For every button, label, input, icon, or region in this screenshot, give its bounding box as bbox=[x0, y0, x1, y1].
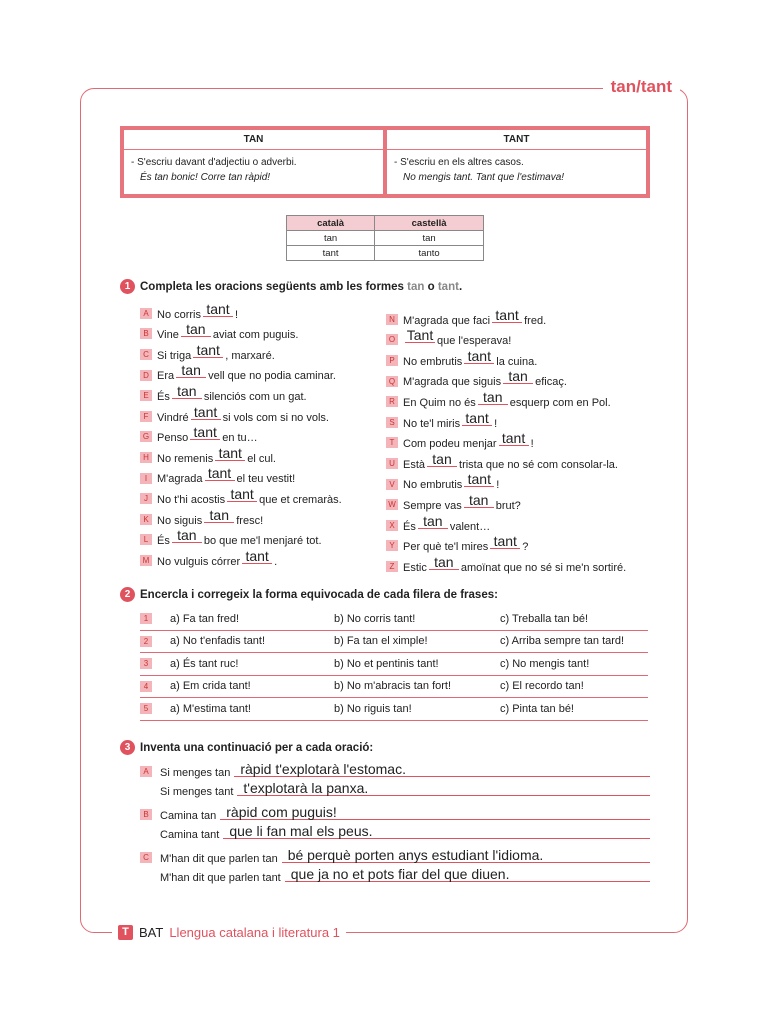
sentence-prefix: Si menges tant bbox=[160, 786, 234, 798]
sentence-row bbox=[140, 676, 648, 699]
section1-left-column bbox=[140, 300, 342, 568]
sentence-row bbox=[140, 698, 648, 721]
answer-blank: tant bbox=[191, 406, 221, 420]
sentence-prefix: M'han dit que parlen tan bbox=[160, 853, 278, 865]
item-letter: I bbox=[140, 473, 152, 484]
item-text-before: Era bbox=[157, 370, 175, 383]
item-text-after: esquerp com en Pol. bbox=[509, 396, 611, 409]
answer-blank: tant bbox=[464, 350, 494, 364]
continuation-line bbox=[140, 803, 650, 822]
exercise-item bbox=[140, 321, 342, 342]
item-letter: T bbox=[386, 437, 398, 448]
exercise-item bbox=[140, 382, 342, 403]
sentence-c: c) El recordo tan! bbox=[500, 680, 584, 693]
answer-blank: tant bbox=[492, 309, 522, 323]
item-text-after: el cul. bbox=[247, 452, 276, 465]
exercise-item bbox=[140, 547, 342, 568]
continuation-group bbox=[140, 846, 650, 884]
exercise-item bbox=[140, 465, 342, 486]
rule-tan-heading: TAN bbox=[124, 130, 383, 150]
sentence-a: a) No t'enfadis tant! bbox=[170, 635, 266, 648]
rules-box bbox=[120, 126, 650, 198]
footer-series: BAT bbox=[139, 925, 164, 940]
item-letter: Q bbox=[386, 376, 398, 387]
item-text-before: Vine bbox=[157, 329, 179, 342]
answer-blank: tan bbox=[478, 391, 508, 405]
item-text-before: No vulguis córrer bbox=[157, 555, 241, 568]
item-text-after: trista que no sé com consolar-la. bbox=[459, 458, 618, 471]
exercise-item bbox=[140, 444, 342, 465]
continuation-line bbox=[140, 779, 650, 798]
row-number: 2 bbox=[140, 636, 152, 647]
item-letter: G bbox=[140, 431, 152, 442]
answer-blank: tan bbox=[427, 453, 457, 467]
item-text-before: No remenis bbox=[157, 452, 214, 465]
item-text-after: . bbox=[274, 555, 278, 568]
item-text-before: No siguis bbox=[157, 514, 203, 527]
item-text-after: ! bbox=[494, 417, 498, 430]
footer-book-title: Llengua catalana i literatura 1 bbox=[169, 925, 340, 940]
sentence-prefix: Camina tan bbox=[160, 810, 217, 822]
item-letter: J bbox=[140, 493, 152, 504]
section1-connector: o bbox=[427, 280, 435, 293]
item-text-after: ! bbox=[496, 479, 500, 492]
item-letter: A bbox=[140, 308, 152, 319]
table-cell: tan bbox=[287, 231, 375, 246]
item-letter: B bbox=[140, 809, 152, 820]
item-text-after: eficaç. bbox=[535, 376, 567, 389]
item-letter: P bbox=[386, 355, 398, 366]
section1-instruction: Completa les oracions següents amb les formes bbox=[140, 280, 404, 293]
translation-table bbox=[286, 215, 484, 261]
item-text-before: No embrutis bbox=[403, 479, 463, 492]
sentence-b: b) No corris tant! bbox=[334, 612, 416, 625]
item-text-before: Si triga bbox=[157, 349, 192, 362]
sentence-b: b) No m'abracis tan fort! bbox=[334, 680, 452, 693]
item-text-after: en tu… bbox=[222, 432, 258, 445]
item-letter: F bbox=[140, 411, 152, 422]
written-answer: que li fan mal els peus. bbox=[223, 824, 650, 839]
answer-blank: tant bbox=[462, 412, 492, 426]
section3-list bbox=[140, 760, 650, 889]
continuation-line bbox=[140, 822, 650, 841]
answer-blank: tant bbox=[193, 344, 223, 358]
answer-blank: tant bbox=[490, 535, 520, 549]
exercise-item bbox=[386, 327, 626, 348]
exercise-item bbox=[386, 306, 626, 327]
table-cell: tanto bbox=[375, 246, 484, 261]
sentence-b: b) Fa tan el ximple! bbox=[334, 635, 428, 648]
item-text-before: Penso bbox=[157, 432, 189, 445]
section-number-badge: 1 bbox=[120, 279, 135, 294]
sentence-row bbox=[140, 608, 648, 631]
sentence-row bbox=[140, 631, 648, 654]
rule-tant bbox=[387, 130, 646, 194]
exercise-item bbox=[386, 450, 626, 471]
item-text-before: Està bbox=[403, 458, 426, 471]
sentence-b: b) No et pentinis tant! bbox=[334, 657, 439, 670]
item-letter: K bbox=[140, 514, 152, 525]
item-letter: M bbox=[140, 555, 152, 566]
section-number-badge: 2 bbox=[120, 587, 135, 602]
sentence-c: c) No mengis tant! bbox=[500, 657, 590, 670]
written-answer: que ja no et pots fiar del que diuen. bbox=[285, 867, 650, 882]
answer-blank: tant bbox=[190, 426, 220, 440]
item-text-before: És bbox=[157, 535, 170, 548]
exercise-item bbox=[386, 553, 626, 574]
item-text-before: No corris bbox=[157, 308, 202, 321]
exercise-item bbox=[386, 533, 626, 554]
continuation-line bbox=[140, 760, 650, 779]
item-text-after: el teu vestit! bbox=[236, 473, 296, 486]
rule-tant-example: No mengis tant. Tant que l'estimava! bbox=[403, 172, 565, 183]
item-letter: C bbox=[140, 349, 152, 360]
continuation-line bbox=[140, 865, 650, 884]
item-letter: X bbox=[386, 520, 398, 531]
item-letter: Y bbox=[386, 540, 398, 551]
item-text-before: M'agrada bbox=[157, 473, 203, 486]
section3-instruction: Inventa una continuació per a cada oració: bbox=[140, 741, 374, 754]
item-letter: L bbox=[140, 534, 152, 545]
item-text-after: silenciós com un gat. bbox=[203, 390, 307, 403]
item-text-before: No embrutis bbox=[403, 355, 463, 368]
answer-blank: tan bbox=[204, 509, 234, 523]
exercise-item bbox=[386, 347, 626, 368]
item-letter: N bbox=[386, 314, 398, 325]
section-number-badge: 3 bbox=[120, 740, 135, 755]
sentence-c: c) Arriba sempre tan tard! bbox=[500, 635, 625, 648]
sentence-b: b) No riguis tan! bbox=[334, 702, 412, 715]
item-text-before: Sempre vas bbox=[403, 499, 462, 512]
exercise-item bbox=[140, 485, 342, 506]
item-letter: C bbox=[140, 852, 152, 863]
sentence-a: a) Em crida tant! bbox=[170, 680, 251, 693]
rule-tant-text: - S'escriu en els altres casos. bbox=[394, 157, 524, 168]
item-text-after: si vols com si no vols. bbox=[222, 411, 329, 424]
item-text-before: És bbox=[403, 520, 416, 533]
written-answer: t'explotarà la panxa. bbox=[237, 781, 650, 796]
publisher-logo: T bbox=[118, 925, 133, 940]
section3-heading bbox=[120, 740, 373, 755]
sentence-prefix: Camina tant bbox=[160, 829, 220, 841]
item-text-after: fresc! bbox=[236, 514, 264, 527]
item-letter: U bbox=[386, 458, 398, 469]
answer-blank: tan bbox=[181, 323, 211, 337]
rule-tan bbox=[124, 130, 383, 194]
row-number: 5 bbox=[140, 703, 152, 714]
exercise-item bbox=[140, 403, 342, 424]
sentence-a: a) És tant ruc! bbox=[170, 657, 239, 670]
answer-blank: tan bbox=[418, 515, 448, 529]
sentence-prefix: M'han dit que parlen tant bbox=[160, 872, 281, 884]
exercise-item bbox=[386, 368, 626, 389]
item-text-before: No t'hi acostis bbox=[157, 493, 226, 506]
answer-blank: tant bbox=[215, 447, 245, 461]
exercise-item bbox=[140, 424, 342, 445]
rule-tan-example: És tan bonic! Corre tan ràpid! bbox=[140, 172, 271, 183]
row-number: 3 bbox=[140, 658, 152, 669]
section1-heading bbox=[120, 279, 462, 294]
item-text-before: És bbox=[157, 390, 170, 403]
section1-period: . bbox=[458, 280, 463, 293]
table-header: català bbox=[287, 216, 375, 231]
item-text-before: Estic bbox=[403, 561, 427, 574]
exercise-item bbox=[386, 491, 626, 512]
exercise-item bbox=[140, 341, 342, 362]
continuation-group bbox=[140, 760, 650, 798]
item-letter: V bbox=[386, 479, 398, 490]
item-text-before: M'agrada que faci bbox=[403, 314, 491, 327]
item-text-before: En Quim no és bbox=[403, 396, 476, 409]
item-letter: R bbox=[386, 396, 398, 407]
section2-instruction: Encercla i corregeix la forma equivocada de cada filera de frases: bbox=[140, 588, 498, 601]
item-text-after: valent… bbox=[449, 520, 491, 533]
item-text-after: ! bbox=[235, 308, 239, 321]
answer-blank: tant bbox=[242, 550, 272, 564]
item-letter: D bbox=[140, 370, 152, 381]
exercise-item bbox=[386, 409, 626, 430]
item-text-after: vell que no podia caminar. bbox=[208, 370, 336, 383]
item-text-before: M'agrada que siguis bbox=[403, 376, 502, 389]
item-text-before: No te'l miris bbox=[403, 417, 461, 430]
sentence-prefix: Si menges tan bbox=[160, 767, 231, 779]
rule-tant-heading: TANT bbox=[387, 130, 646, 150]
continuation-group bbox=[140, 803, 650, 841]
table-header: castellà bbox=[375, 216, 484, 231]
section2-heading bbox=[120, 587, 498, 602]
answer-blank: tant bbox=[464, 473, 494, 487]
item-text-after: aviat com puguis. bbox=[212, 329, 299, 342]
exercise-item bbox=[386, 471, 626, 492]
item-letter: W bbox=[386, 499, 398, 510]
exercise-item bbox=[140, 362, 342, 383]
exercise-item bbox=[386, 388, 626, 409]
sentence-row bbox=[140, 653, 648, 676]
section1-word-tant: tant bbox=[437, 280, 459, 293]
answer-blank: Tant bbox=[406, 327, 434, 344]
item-letter: H bbox=[140, 452, 152, 463]
item-letter: Z bbox=[386, 561, 398, 572]
section2-list bbox=[140, 608, 648, 721]
item-text-after: que et cremaràs. bbox=[259, 493, 342, 506]
exercise-item bbox=[140, 300, 342, 321]
exercise-item bbox=[140, 527, 342, 548]
answer-blank: tant bbox=[499, 432, 529, 446]
table-cell: tan bbox=[375, 231, 484, 246]
answer-blank: tan bbox=[176, 364, 206, 378]
section1-word-tan: tan bbox=[407, 280, 425, 293]
item-text-after: ! bbox=[530, 438, 534, 451]
table-cell: tant bbox=[287, 246, 375, 261]
item-letter: A bbox=[140, 766, 152, 777]
answer-blank: tan bbox=[464, 494, 494, 508]
sentence-a: a) M'estima tant! bbox=[170, 702, 251, 715]
page-title: tan/tant bbox=[603, 77, 680, 97]
answer-blank: tant bbox=[227, 488, 257, 502]
item-text-after: la cuina. bbox=[496, 355, 538, 368]
footer bbox=[112, 925, 346, 940]
item-text-after: amoïnat que no sé si me'n sortiré. bbox=[460, 561, 627, 574]
item-text-after: que l'esperava! bbox=[437, 335, 512, 348]
written-answer: bé perquè porten anys estudiant l'idioma. bbox=[282, 848, 650, 863]
row-number: 4 bbox=[140, 681, 152, 692]
item-text-after: ? bbox=[522, 541, 529, 554]
answer-blank: tan bbox=[429, 556, 459, 570]
item-text-after: bo que me'l menjaré tot. bbox=[203, 535, 322, 548]
item-letter: O bbox=[386, 334, 398, 345]
written-answer: ràpid t'explotarà l'estomac. bbox=[234, 762, 650, 777]
exercise-item bbox=[386, 512, 626, 533]
item-text-after: brut? bbox=[495, 499, 521, 512]
answer-blank: tan bbox=[503, 370, 533, 384]
item-text-before: Com podeu menjar bbox=[403, 438, 497, 451]
item-text-after: , marxaré. bbox=[225, 349, 275, 362]
sentence-c: c) Pinta tan bé! bbox=[500, 702, 574, 715]
answer-blank: tan bbox=[172, 385, 202, 399]
item-text-before: Vindré bbox=[157, 411, 189, 424]
item-letter: S bbox=[386, 417, 398, 428]
item-letter: B bbox=[140, 328, 152, 339]
exercise-item bbox=[140, 506, 342, 527]
section1-right-column bbox=[386, 306, 626, 574]
answer-blank: tant bbox=[203, 303, 233, 317]
item-text-before: Per què te'l mires bbox=[403, 541, 489, 554]
answer-blank: tant bbox=[205, 467, 235, 481]
item-text-after: fred. bbox=[524, 314, 547, 327]
continuation-line bbox=[140, 846, 650, 865]
written-answer: ràpid com puguis! bbox=[220, 805, 650, 820]
sentence-a: a) Fa tan fred! bbox=[170, 612, 240, 625]
answer-blank: tan bbox=[172, 529, 202, 543]
exercise-item bbox=[386, 430, 626, 451]
row-number: 1 bbox=[140, 613, 152, 624]
sentence-c: c) Treballa tan bé! bbox=[500, 612, 589, 625]
rule-tan-text: - S'escriu davant d'adjectiu o adverbi. bbox=[131, 157, 297, 168]
item-letter: E bbox=[140, 390, 152, 401]
